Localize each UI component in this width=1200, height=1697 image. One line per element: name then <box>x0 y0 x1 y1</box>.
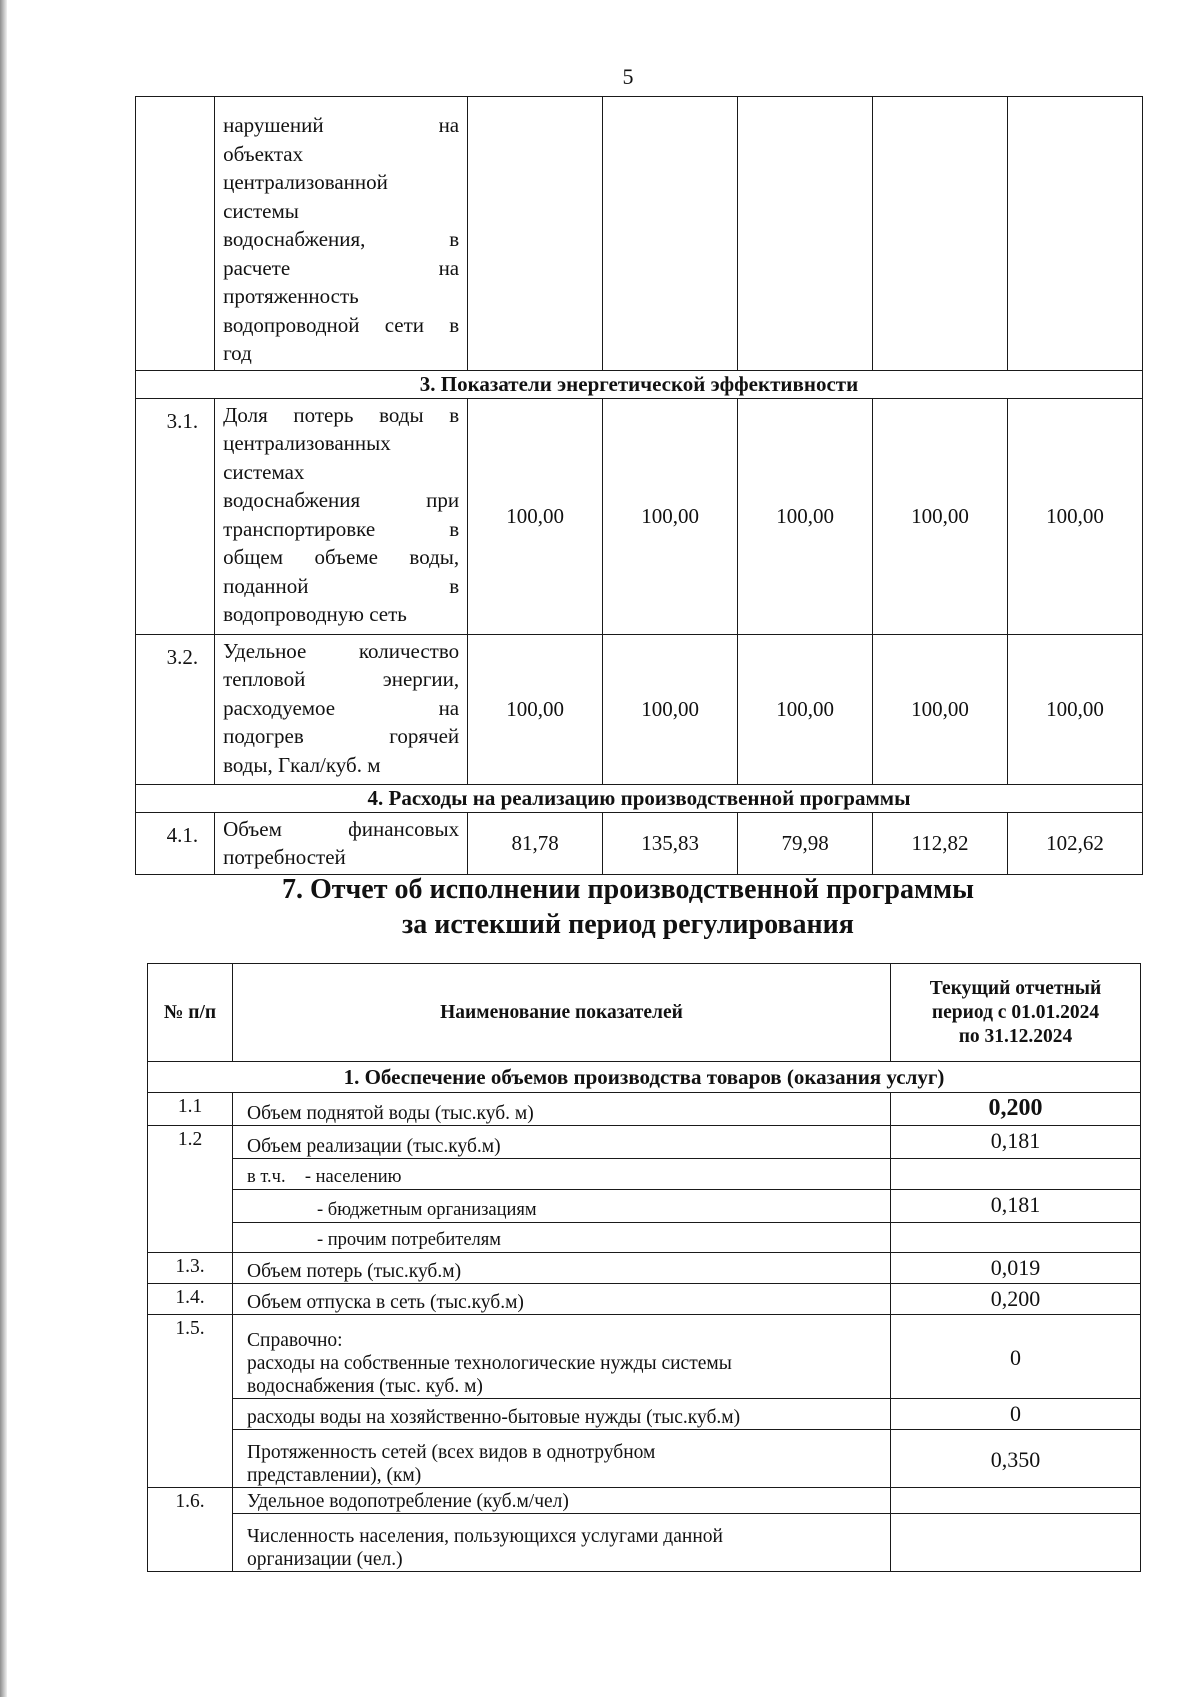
text-line: водоснабжения (тыс. куб. м) <box>247 1376 483 1397</box>
value-cell: 0,019 <box>891 1253 1141 1284</box>
value-cell: 112,82 <box>873 812 1008 874</box>
row-number: 1.5. <box>148 1315 233 1488</box>
text-line: водоснабжения, в <box>223 227 460 251</box>
value-cell <box>603 97 738 371</box>
text-line: подогрев горячей <box>223 724 460 748</box>
value-cell: 79,98 <box>738 812 873 874</box>
indicator-name <box>215 812 468 874</box>
row-number: 4.1. <box>136 812 215 874</box>
indicator-name: Объем реализации (тыс.куб.м) <box>233 1126 891 1159</box>
table-row <box>148 1223 1141 1253</box>
prefix-label: в т.ч. <box>247 1167 286 1187</box>
header-num: № п/п <box>148 964 233 1062</box>
indicator-name <box>233 1159 891 1190</box>
value-cell <box>891 1223 1141 1253</box>
value-cell: 100,00 <box>603 398 738 634</box>
table-row <box>136 812 1143 874</box>
table-row <box>136 398 1143 634</box>
text-line: централизованной <box>223 170 388 194</box>
section-row <box>136 370 1143 398</box>
indicator-name: Объем потерь (тыс.куб.м) <box>233 1253 891 1284</box>
section-title: 4. Расходы на реализацию производственной программы <box>136 784 1143 812</box>
header-period-line: период с 01.01.2024 <box>931 1001 1100 1023</box>
table-row <box>148 1399 1141 1430</box>
indicator-name <box>215 634 468 784</box>
text-line: водоснабжения при <box>223 488 460 512</box>
text-line: Численность населения, пользующихся услугами данной <box>247 1526 723 1547</box>
section-row <box>136 784 1143 812</box>
value-cell: 100,00 <box>468 398 603 634</box>
table-row <box>148 1190 1141 1223</box>
text-line: протяженность <box>223 284 359 308</box>
value-cell: 0 <box>891 1315 1141 1399</box>
table-row <box>136 634 1143 784</box>
row-number: 1.3. <box>148 1253 233 1284</box>
text-line: нарушений на <box>223 113 460 137</box>
header-period-line: Текущий отчетный <box>929 977 1102 999</box>
value-cell: 100,00 <box>468 634 603 784</box>
header-period <box>891 964 1141 1062</box>
value-cell <box>891 1159 1141 1190</box>
text-line: расходуемое на <box>223 695 460 720</box>
indicators-table <box>135 96 1143 875</box>
header-period-line: по 31.12.2024 <box>958 1025 1073 1047</box>
report-title-line1: 7. Отчет об исполнении производственной программы <box>281 874 974 905</box>
table-row <box>148 1126 1141 1159</box>
row-number: 1.6. <box>148 1488 233 1572</box>
row-number: 1.1 <box>148 1093 233 1126</box>
value-cell <box>1008 97 1143 371</box>
report-title <box>0 872 1200 942</box>
value-cell <box>468 97 603 371</box>
value-cell: 0,181 <box>891 1126 1141 1159</box>
text-line: Протяженность сетей (всех видов в однотрубном <box>247 1442 656 1463</box>
text-line: водопроводную сеть <box>223 602 407 626</box>
text-line: системах <box>223 459 305 484</box>
row-number: 3.1. <box>136 398 215 634</box>
value-cell: 100,00 <box>873 398 1008 634</box>
text-line: транспортировке в <box>223 516 460 541</box>
value-cell: 100,00 <box>1008 398 1143 634</box>
value-cell: 0,200 <box>891 1284 1141 1315</box>
value-cell: 135,83 <box>603 812 738 874</box>
text-line: Справочно: <box>247 1330 343 1351</box>
value-cell: 0,200 <box>891 1093 1141 1126</box>
value-cell: 0 <box>891 1399 1141 1430</box>
indicator-name: - бюджетным организациям <box>233 1190 891 1223</box>
value-cell: 102,62 <box>1008 812 1143 874</box>
value-cell <box>891 1488 1141 1514</box>
num-cell <box>136 97 215 371</box>
text-line: Объем финансовых <box>223 816 460 841</box>
text-line: расчете на <box>223 255 460 280</box>
text-line: системы <box>223 198 299 223</box>
value-cell <box>738 97 873 371</box>
value-cell: 0,350 <box>891 1430 1141 1488</box>
value-cell: 100,00 <box>1008 634 1143 784</box>
section-title: 3. Показатели энергетической эффективности <box>136 370 1143 398</box>
header-name: Наименование показателей <box>233 964 891 1062</box>
table-row <box>148 1430 1141 1488</box>
text-line: Удельное количество <box>223 638 460 663</box>
indicator-name <box>233 1514 891 1572</box>
row-number: 1.4. <box>148 1284 233 1315</box>
indicator-name: расходы воды на хозяйственно-бытовые нужды (тыс.куб.м) <box>233 1399 891 1430</box>
indicator-name <box>233 1315 891 1399</box>
table-row <box>148 1284 1141 1315</box>
section-row <box>148 1062 1141 1093</box>
text-line: водопроводной сети в <box>223 312 460 337</box>
text-line: Доля потерь воды в <box>223 402 460 427</box>
text-line: поданной в <box>223 573 460 598</box>
table-row <box>148 1093 1141 1126</box>
text-line: объектах <box>223 141 304 166</box>
text-line: представлении), (км) <box>247 1465 422 1486</box>
indicator-name: - прочим потребителям <box>233 1223 891 1253</box>
row-number: 3.2. <box>136 634 215 784</box>
text-line: общем объеме воды, <box>223 545 460 569</box>
report-title-line2: за истекший период регулирования <box>402 909 854 940</box>
report-table <box>147 963 1141 1572</box>
table-row <box>148 1514 1141 1572</box>
text-line: потребностей <box>223 845 346 869</box>
value-cell: 100,00 <box>603 634 738 784</box>
value-cell: 100,00 <box>738 398 873 634</box>
table-row <box>136 97 1143 371</box>
value-cell <box>891 1514 1141 1572</box>
indicator-name <box>233 1430 891 1488</box>
indicator-name <box>215 97 468 371</box>
value-cell <box>873 97 1008 371</box>
value-cell: 81,78 <box>468 812 603 874</box>
text-line: воды, Гкал/куб. м <box>223 752 381 777</box>
table-row <box>148 1488 1141 1514</box>
header-row <box>148 964 1141 1062</box>
indicator-name: Удельное водопотребление (куб.м/чел) <box>233 1488 891 1514</box>
page-number: 5 <box>622 64 634 89</box>
value-cell: 100,00 <box>873 634 1008 784</box>
value-cell: 0,181 <box>891 1190 1141 1223</box>
indicator-name: Объем поднятой воды (тыс.куб. м) <box>233 1093 891 1126</box>
text-line: организации (чел.) <box>247 1549 403 1570</box>
indicator-name <box>215 398 468 634</box>
section-title: 1. Обеспечение объемов производства товаров (оказания услуг) <box>148 1062 1141 1093</box>
sub-indicator-label: - населению <box>304 1167 402 1187</box>
text-line: год <box>223 341 252 365</box>
value-cell: 100,00 <box>738 634 873 784</box>
table-row <box>148 1315 1141 1399</box>
text-line: тепловой энергии, <box>223 667 460 691</box>
text-line: централизованных <box>223 431 391 455</box>
text-line: расходы на собственные технологические нужды системы <box>247 1353 732 1374</box>
table-row <box>148 1253 1141 1284</box>
scan-edge <box>0 0 7 1697</box>
table-row <box>148 1159 1141 1190</box>
row-number: 1.2 <box>148 1126 233 1253</box>
indicator-name: Объем отпуска в сеть (тыс.куб.м) <box>233 1284 891 1315</box>
